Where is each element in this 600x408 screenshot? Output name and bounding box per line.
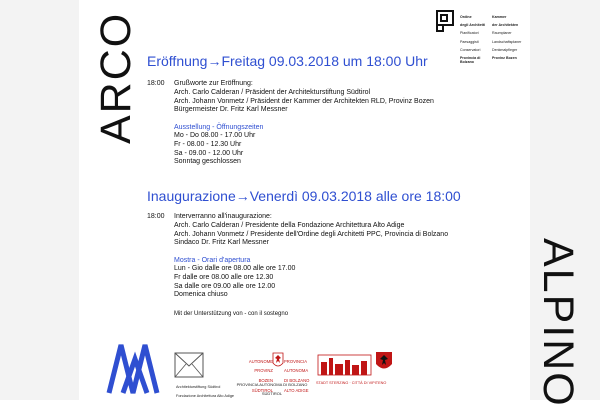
foundation-envelope-icon xyxy=(174,352,204,378)
city-coat-of-arms-icon xyxy=(374,350,394,374)
left-margin xyxy=(0,0,79,400)
german-hours: Mo - Do 08.00 - 17.00 Uhr Fr - 08.00 - 12.30 Uhr Sa - 09.00 - 12.00 Uhr Sonntag geschlossen xyxy=(174,132,256,166)
city-footer: STADT STERZING · CITTÀ DI VIPITENO xyxy=(316,381,387,385)
province-footer: PROVINCIA AUTONOMA DI BOLZANO SÜDTIROL xyxy=(236,381,308,396)
city-skyline-icon xyxy=(317,352,372,376)
italian-hours-title: Mostra - Orari d'apertura xyxy=(174,257,251,264)
title-alpino: ALPINO xyxy=(534,238,582,408)
italian-heading: Inaugurazione→Venerdì 09.03.2018 alle ore 18:00 xyxy=(147,188,461,204)
foundation-logo xyxy=(105,335,165,395)
province-name-de: AUTONOME PROVINZ BOZEN SÜDTIROL xyxy=(248,358,273,393)
province-name-it: PROVINCIA AUTONOMA DI BOLZANO ALTO ADIGE xyxy=(284,358,310,393)
title-arco: ARCO xyxy=(92,11,140,144)
chamber-logo-text-de: Kammer der Architekten Raumplaner Landschaftsplaner Denkmalpfleger Provinz Bozen xyxy=(492,15,522,61)
support-label: Mit der Unterstützung von - con il sostegno xyxy=(174,311,289,317)
italian-hours: Lun - Gio dalle ore 08.00 alle ore 17.00 Fr dalle ore 08.00 alle ore 12.30 Sa dalle ore 09.00 alle ore 12.00 Domenica chiuso xyxy=(174,265,296,299)
german-hours-title: Ausstellung - Öffnungszeiten xyxy=(174,124,264,131)
province-eagle-icon xyxy=(272,352,284,370)
chamber-logo-mark xyxy=(436,10,454,32)
german-speakers: Grußworte zur Eröffnung: Arch. Carlo Calderan / Präsident der Architekturstiftung Südtirol Arch. Johann Vonmetz / Präsident der Kammer der Architekten RLD, Provinz Bozen Bürgermeister Dr. Fritz Karl Messner xyxy=(174,80,434,114)
german-heading: Eröffnung→Freitag 09.03.2018 um 18:00 Uhr xyxy=(147,53,428,69)
chamber-logo-text-it: Ordine degli Architetti Pianificatori Paesaggisti Conservatori Provincia di Bolzano xyxy=(460,15,486,65)
chamber-logo xyxy=(436,10,536,65)
foundation-name: Architekturstiftung Südtirol Fondazione Architettura Alto Adige xyxy=(176,385,235,398)
italian-time: 18:00 xyxy=(147,213,165,220)
italian-speakers: Interverranno all'inaugurazione: Arch. Carlo Calderan / Presidente della Fondazione Architettura Alto Adige Arch. Johann Vonmetz / Presidente dell'Ordine degli Architetti PPC, Provincia di Bolzano Sindaco Dr. Fritz Karl Messner xyxy=(174,213,449,247)
german-time: 18:00 xyxy=(147,80,165,87)
